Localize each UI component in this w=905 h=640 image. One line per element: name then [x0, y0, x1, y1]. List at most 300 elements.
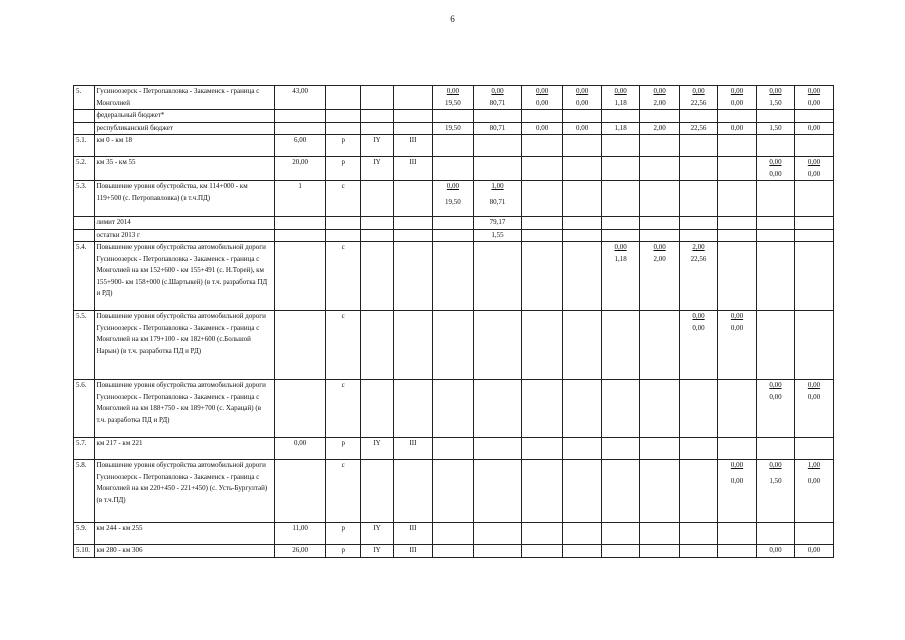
row-type: р: [326, 438, 361, 460]
value-top: 0,00: [614, 87, 627, 95]
value-bottom: 2,00: [653, 254, 666, 263]
value-cell: [680, 380, 718, 438]
value-cell: [563, 86, 602, 110]
value-cell: [640, 438, 680, 460]
value-cell: [718, 229, 757, 242]
row-category: [361, 110, 394, 123]
value-cell: [602, 229, 640, 242]
value-cell: [640, 181, 680, 217]
value-top: 1,00: [491, 182, 504, 190]
row-class: [393, 460, 432, 523]
row-length: [275, 460, 326, 523]
value-cell: [756, 110, 794, 123]
value-top: 1,00: [807, 461, 821, 469]
value-bottom: 2,00: [653, 98, 666, 107]
value-cell: [602, 380, 640, 438]
value-cell: [473, 523, 521, 545]
value-cell: [432, 157, 473, 181]
value-cell: [680, 110, 718, 123]
table-row: [74, 545, 834, 558]
row-name: республиканский бюджет: [94, 122, 275, 135]
value-top: 0,00: [769, 158, 782, 166]
row-length: 20,00: [275, 157, 326, 181]
row-class: III: [393, 545, 432, 558]
value-cell: [602, 523, 640, 545]
value-cell: [640, 122, 680, 135]
row-number: 5.8.: [74, 460, 95, 523]
value-cell: [432, 545, 473, 558]
row-number: 5.10.: [74, 545, 95, 558]
value-cell: [756, 523, 794, 545]
row-category: IY: [361, 545, 394, 558]
row-number: [74, 229, 95, 242]
value-cell: [522, 135, 563, 157]
row-type: р: [326, 545, 361, 558]
row-name: Повышение уровня обустройства автомобильной дороги Гусиноозерск - Петропавловка - Закаменск - граница с Монголией на км 179+100 - км 182+600 (с.Большой Нарын) (в т.ч. разработка ПД и РД): [94, 311, 275, 380]
value-cell: [718, 181, 757, 217]
row-length: [275, 217, 326, 230]
value-cell: [473, 460, 521, 523]
row-length: 26,00: [275, 545, 326, 558]
row-class: [393, 229, 432, 242]
row-category: [361, 122, 394, 135]
value-cell: [602, 438, 640, 460]
value-top: 0,00: [536, 87, 549, 95]
value-top: 0,00: [614, 243, 627, 251]
row-type: [326, 217, 361, 230]
value-cell: [794, 157, 833, 181]
table-row: [74, 110, 834, 123]
row-number: 5.2.: [74, 157, 95, 181]
value-top: 1,50: [769, 123, 782, 132]
value-bottom: 0,00: [807, 169, 821, 178]
value-cell: [640, 545, 680, 558]
value-cell: [680, 523, 718, 545]
value-cell: [473, 545, 521, 558]
row-class: [393, 110, 432, 123]
table-row: [74, 157, 834, 181]
value-bottom: 0,00: [730, 323, 744, 332]
value-cell: [680, 242, 718, 311]
table-row: [74, 380, 834, 438]
value-top: 0,00: [730, 123, 744, 132]
row-class: III: [393, 135, 432, 157]
value-cell: [602, 122, 640, 135]
row-length: [275, 229, 326, 242]
value-cell: [602, 217, 640, 230]
row-number: [74, 110, 95, 123]
row-class: [393, 242, 432, 311]
value-cell: [563, 523, 602, 545]
row-class: [393, 311, 432, 380]
value-cell: [640, 110, 680, 123]
value-bottom: 0,00: [576, 98, 589, 107]
row-category: [361, 460, 394, 523]
value-cell: [563, 242, 602, 311]
value-cell: [522, 122, 563, 135]
value-top: 0,00: [769, 87, 782, 95]
value-cell: [794, 311, 833, 380]
value-cell: [522, 523, 563, 545]
value-cell: [718, 380, 757, 438]
value-top: 0,00: [769, 461, 782, 469]
value-cell: [563, 110, 602, 123]
value-top: 0,00: [653, 243, 666, 251]
value-cell: [473, 135, 521, 157]
value-cell: [432, 229, 473, 242]
value-cell: [640, 460, 680, 523]
value-cell: [794, 438, 833, 460]
value-cell: [602, 181, 640, 217]
value-cell: [718, 217, 757, 230]
value-bottom: 19,50: [445, 197, 461, 206]
value-cell: [522, 460, 563, 523]
value-top: 0,00: [536, 123, 549, 132]
row-number: 5.4.: [74, 242, 95, 311]
value-top: 22,56: [690, 123, 707, 132]
row-name: Повышение уровня обустройства автомобильной дороги Гусиноозерск - Петропавловка - Закаменск - граница с Монголией на км 152+600 - км 155+491 (с. Н.Торей), км 155+900- км 158+000 (с.Шартыкей) (в т.ч. разработка ПД и РД): [94, 242, 275, 311]
table-row: [74, 122, 834, 135]
value-cell: [432, 217, 473, 230]
row-length: 11,00: [275, 523, 326, 545]
value-top: 1,18: [614, 123, 627, 132]
row-name: лимит 2014: [94, 217, 275, 230]
value-cell: [522, 311, 563, 380]
value-cell: [680, 122, 718, 135]
value-cell: [563, 311, 602, 380]
value-cell: [432, 122, 473, 135]
value-cell: [756, 311, 794, 380]
value-top: 0,00: [692, 312, 705, 320]
value-cell: [794, 110, 833, 123]
value-cell: [563, 229, 602, 242]
value-cell: [640, 311, 680, 380]
program-table: [73, 85, 834, 558]
value-cell: [473, 122, 521, 135]
row-category: [361, 229, 394, 242]
row-name: федеральный бюджет*: [94, 110, 275, 123]
row-category: [361, 380, 394, 438]
row-class: [393, 217, 432, 230]
row-number: 5.9.: [74, 523, 95, 545]
row-length: 6,00: [275, 135, 326, 157]
row-type: с: [326, 460, 361, 523]
value-cell: [602, 157, 640, 181]
value-cell: [718, 311, 757, 380]
value-cell: [432, 438, 473, 460]
value-cell: [794, 135, 833, 157]
value-cell: [680, 311, 718, 380]
value-cell: [473, 229, 521, 242]
row-type: с: [326, 380, 361, 438]
row-category: [361, 242, 394, 311]
value-cell: [473, 217, 521, 230]
value-cell: [522, 110, 563, 123]
value-cell: [756, 380, 794, 438]
value-cell: [432, 380, 473, 438]
value-cell: [680, 157, 718, 181]
value-cell: [432, 86, 473, 110]
row-type: с: [326, 181, 361, 217]
value-cell: [718, 157, 757, 181]
value-cell: [640, 157, 680, 181]
row-class: [393, 181, 432, 217]
value-cell: [522, 157, 563, 181]
row-number: 5.5.: [74, 311, 95, 380]
value-cell: [522, 380, 563, 438]
value-cell: [432, 110, 473, 123]
row-number: 5.1.: [74, 135, 95, 157]
row-category: [361, 86, 394, 110]
value-cell: [794, 523, 833, 545]
value-bottom: 0,00: [730, 476, 744, 485]
value-cell: [602, 311, 640, 380]
table-row: [74, 438, 834, 460]
value-cell: [563, 122, 602, 135]
value-cell: [794, 460, 833, 523]
value-cell: [602, 135, 640, 157]
value-cell: [794, 181, 833, 217]
value-bottom: 22,56: [690, 98, 707, 107]
value-top: 0,00: [491, 87, 504, 95]
value-cell: [718, 460, 757, 523]
row-number: [74, 122, 95, 135]
row-type: р: [326, 523, 361, 545]
row-category: IY: [361, 523, 394, 545]
value-top: 0,00: [730, 87, 744, 95]
value-cell: [563, 135, 602, 157]
value-cell: [602, 86, 640, 110]
value-cell: [563, 217, 602, 230]
row-name: км 0 - км 18: [94, 135, 275, 157]
row-class: [393, 122, 432, 135]
row-length: 43,00: [275, 86, 326, 110]
row-type: р: [326, 157, 361, 181]
value-top: 0,00: [807, 546, 821, 554]
row-type: с: [326, 311, 361, 380]
value-top: 0,00: [446, 87, 460, 95]
value-cell: [563, 380, 602, 438]
row-category: IY: [361, 157, 394, 181]
value-top: 0,00: [576, 123, 589, 132]
row-length: [275, 122, 326, 135]
value-cell: [794, 229, 833, 242]
value-top: 0,00: [730, 312, 744, 320]
value-cell: [640, 135, 680, 157]
value-bottom: 0,00: [807, 98, 821, 107]
value-cell: [718, 86, 757, 110]
value-bottom: 0,00: [807, 476, 821, 485]
value-cell: [756, 545, 794, 558]
row-name: км 280 - км 306: [94, 545, 275, 558]
value-cell: [680, 229, 718, 242]
table-row: [74, 135, 834, 157]
row-type: [326, 110, 361, 123]
table-row: [74, 229, 834, 242]
row-category: [361, 311, 394, 380]
value-bottom: 1,18: [614, 254, 627, 263]
value-cell: [522, 181, 563, 217]
value-cell: [563, 545, 602, 558]
value-cell: [794, 217, 833, 230]
value-cell: [563, 460, 602, 523]
value-cell: [522, 217, 563, 230]
row-name: Повышение уровня обустройства автомобильной дороги Гусиноозерск - Петропавловка - Закаменск - граница с Монголией на км 188+750 - км 189+700 (с. Харацай) (в т.ч. разработка ПД и РД): [94, 380, 275, 438]
value-top: 0,00: [769, 381, 782, 389]
row-number: 5.7.: [74, 438, 95, 460]
value-cell: [473, 181, 521, 217]
row-class: III: [393, 523, 432, 545]
value-cell: [756, 86, 794, 110]
row-category: [361, 217, 394, 230]
value-cell: [680, 135, 718, 157]
value-bottom: 1,18: [614, 98, 627, 107]
value-top: 0,00: [446, 182, 460, 190]
value-cell: [794, 86, 833, 110]
value-cell: [432, 460, 473, 523]
value-top: 0,00: [730, 461, 744, 469]
table-row: [74, 86, 834, 110]
table-row: [74, 523, 834, 545]
value-cell: [794, 545, 833, 558]
value-cell: [432, 181, 473, 217]
row-name: км 244 - км 255: [94, 523, 275, 545]
value-top: 80,71: [489, 123, 506, 132]
value-cell: [640, 86, 680, 110]
value-top: 19,50: [445, 123, 461, 132]
value-cell: [432, 523, 473, 545]
value-cell: [473, 438, 521, 460]
value-cell: [718, 438, 757, 460]
value-cell: [756, 217, 794, 230]
value-cell: [640, 523, 680, 545]
value-cell: [718, 523, 757, 545]
row-name: Повышение уровня обустройства автомобильной дороги Гусиноозерск - Петропавловка - Закаменск - граница с Монголией на км 220+450 - 221+450) (с. Усть-Бургултай) (в т.ч.ПД): [94, 460, 275, 523]
row-name: остатки 2013 г: [94, 229, 275, 242]
value-cell: [756, 438, 794, 460]
value-cell: [794, 380, 833, 438]
value-top: 2,00: [653, 123, 666, 132]
value-top: 0,00: [692, 87, 705, 95]
row-length: [275, 311, 326, 380]
value-cell: [473, 380, 521, 438]
value-bottom: 1,50: [769, 98, 782, 107]
value-cell: [718, 135, 757, 157]
value-cell: [432, 242, 473, 311]
value-cell: [640, 380, 680, 438]
value-cell: [718, 122, 757, 135]
value-cell: [756, 229, 794, 242]
value-cell: [756, 242, 794, 311]
row-type: [326, 122, 361, 135]
row-length: 1: [275, 181, 326, 217]
value-cell: [640, 217, 680, 230]
value-cell: [718, 110, 757, 123]
value-cell: [756, 135, 794, 157]
value-cell: [432, 311, 473, 380]
value-bottom: 0,00: [769, 392, 782, 401]
row-name: км 35 - км 55: [94, 157, 275, 181]
value-bottom: 22,56: [690, 254, 707, 263]
value-cell: [563, 438, 602, 460]
value-cell: [680, 217, 718, 230]
value-bottom: 19,50: [445, 98, 461, 107]
value-top: 0,00: [807, 381, 821, 389]
row-length: [275, 380, 326, 438]
value-cell: [602, 545, 640, 558]
value-cell: [602, 242, 640, 311]
value-bottom: 80,71: [489, 98, 506, 107]
row-length: [275, 110, 326, 123]
row-category: [361, 181, 394, 217]
value-cell: [718, 545, 757, 558]
value-cell: [522, 86, 563, 110]
value-cell: [602, 110, 640, 123]
value-cell: [756, 181, 794, 217]
value-top: 1,55: [491, 230, 504, 239]
value-cell: [432, 135, 473, 157]
value-cell: [522, 242, 563, 311]
value-cell: [756, 460, 794, 523]
value-bottom: 80,71: [489, 197, 506, 206]
value-cell: [473, 311, 521, 380]
row-class: III: [393, 157, 432, 181]
value-top: 0,00: [576, 87, 589, 95]
value-bottom: 0,00: [769, 169, 782, 178]
value-top: 0,00: [807, 158, 821, 166]
value-top: 0,00: [807, 87, 821, 95]
value-cell: [563, 157, 602, 181]
value-cell: [640, 242, 680, 311]
row-type: р: [326, 135, 361, 157]
row-number: [74, 217, 95, 230]
row-length: [275, 242, 326, 311]
value-cell: [794, 122, 833, 135]
value-cell: [680, 545, 718, 558]
row-type: [326, 229, 361, 242]
page-number: 6: [450, 14, 455, 24]
row-type: с: [326, 242, 361, 311]
table-row: [74, 311, 834, 380]
value-bottom: 0,00: [730, 98, 744, 107]
row-name: Гусиноозерск - Петропавловка - Закаменск - граница с Монголией: [94, 86, 275, 110]
table-row: [74, 460, 834, 523]
value-cell: [563, 181, 602, 217]
table-row: [74, 217, 834, 230]
value-bottom: 0,00: [536, 98, 549, 107]
row-class: III: [393, 438, 432, 460]
row-number: 5.6.: [74, 380, 95, 438]
value-top: 0,00: [807, 123, 821, 132]
value-cell: [680, 438, 718, 460]
value-bottom: 0,00: [692, 323, 705, 332]
value-cell: [473, 157, 521, 181]
value-cell: [756, 157, 794, 181]
value-cell: [473, 86, 521, 110]
value-cell: [680, 86, 718, 110]
value-cell: [794, 242, 833, 311]
row-category: IY: [361, 135, 394, 157]
table-row: [74, 181, 834, 217]
table-row: [74, 242, 834, 311]
value-cell: [522, 229, 563, 242]
row-class: [393, 380, 432, 438]
value-cell: [522, 545, 563, 558]
value-top: 2,00: [692, 243, 705, 251]
row-class: [393, 86, 432, 110]
value-cell: [718, 242, 757, 311]
value-bottom: 0,00: [807, 392, 821, 401]
